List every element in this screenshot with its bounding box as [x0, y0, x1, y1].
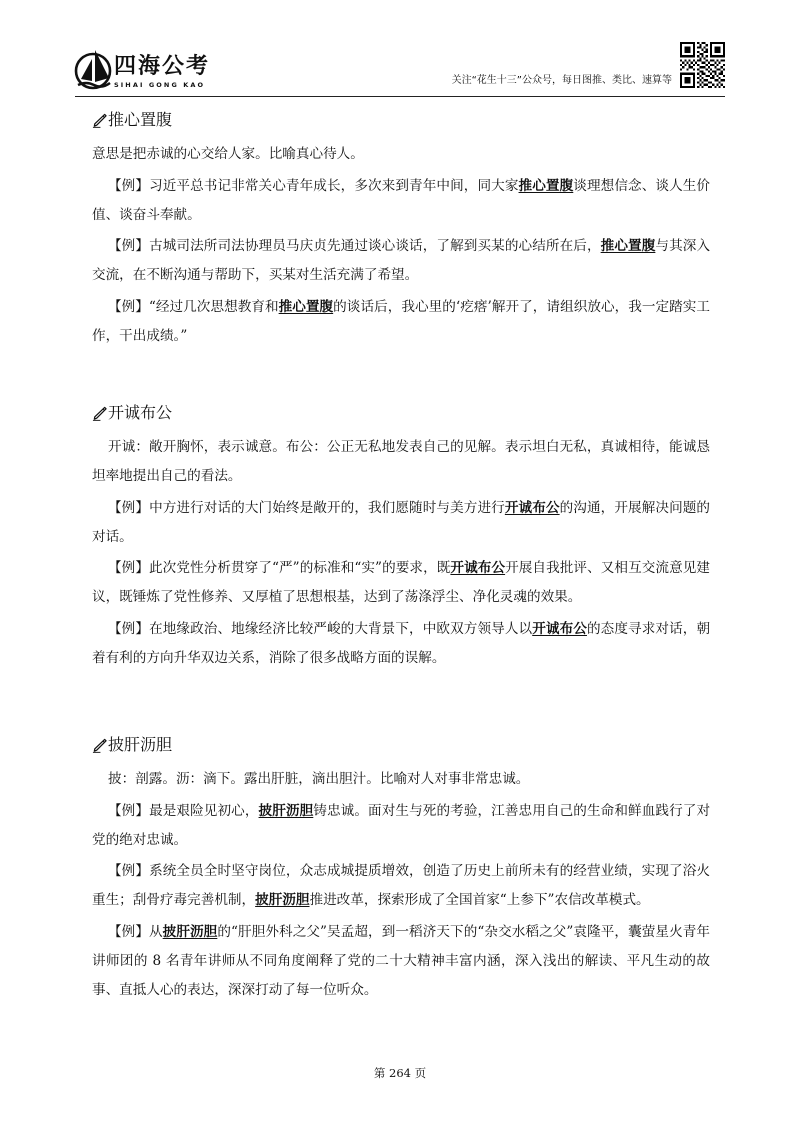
example-label: 【例】: [108, 499, 150, 516]
idiom-highlight: 开诚布公: [450, 560, 506, 576]
example-text-before: 习近平总书记非常关心青年成长，多次来到青年中间，同大家: [149, 177, 519, 194]
idiom-highlight: 推心置腹: [518, 177, 574, 194]
example-paragraph: [92, 797, 710, 855]
example-text-after: 推进改革，探索形成了全国首家“上参下”农信改革模式。: [309, 892, 650, 908]
example-paragraph: [92, 918, 710, 1005]
example-text-after: 的态度寻求对话，朝着有利的方向升华双边关系，消除了很多战略方面的误解。: [92, 620, 711, 666]
idiom-highlight: 披肝沥胆: [162, 923, 218, 940]
example-label: 【例】: [108, 238, 150, 254]
example-paragraph: [92, 494, 710, 552]
example-label: 【例】: [108, 802, 150, 819]
example-label: 【例】: [108, 620, 150, 637]
pencil-icon: [92, 113, 107, 128]
example-text-before: 中方进行对话的大门始终是敞开的，我们愿随时与美方进行: [149, 499, 505, 516]
idiom-highlight: 开诚布公: [504, 499, 560, 516]
definition-text: 意思是把赤诚的心交给人家。比喻真心待人。: [92, 146, 364, 162]
example-paragraph: [92, 293, 710, 351]
example-text-after: 的“肝胆外科之父”吴孟超，到一稻济天下的“杂交水稻之父”袁隆平，囊萤星火青年讲师团的 8 名青年讲师从不同角度阐释了党的二十大精神丰富内涵，深入浅出的解读、平凡生动的故事、直抵人心的表达，深深打动了每一位听众。: [92, 923, 711, 998]
example-label: 【例】: [108, 560, 149, 576]
section-title: [92, 731, 710, 759]
section-title: [92, 399, 710, 427]
example-text-before: 系统全员全时坚守岗位，众志成城提质增效，创造了历史上前所未有的经营业绩，实现了浴火重生；刮骨疗毒完善机制，: [92, 863, 711, 908]
pencil-icon: [92, 406, 107, 421]
example-paragraph: [92, 857, 710, 915]
example-paragraph: [92, 232, 710, 290]
header-tagline: 关注“花生十三”公众号，每日图推、类比、速算等: [451, 75, 672, 86]
brand-name-cn: 四海公考: [114, 54, 211, 79]
example-label: 【例】: [108, 177, 150, 194]
idiom-highlight: 披肝沥胆: [255, 892, 310, 908]
example-text-before: 在地缘政治、地缘经济比较严峻的大背景下，中欧双方领导人以: [149, 620, 533, 637]
brand-logo: [74, 47, 234, 93]
example-label: 【例】: [108, 863, 150, 879]
idiom-section: [92, 106, 710, 353]
brand-name-en: SIHAI GONG KAO: [114, 81, 206, 89]
example-text-after: 的沟通，开展解决问题的对话。: [92, 499, 711, 545]
idiom-highlight: 开诚布公: [532, 620, 587, 637]
example-text-before: 最是艰险见初心，: [149, 802, 259, 819]
idiom-highlight: 披肝沥胆: [258, 802, 314, 819]
sailboat-logo-icon: [74, 47, 114, 93]
idiom-highlight: 推心置腹: [278, 298, 334, 315]
definition-text: 披：剖露。沥：滴下。露出肝脏，滴出胆汁。比喻对人对事非常忠诚。: [108, 771, 530, 787]
idiom-highlight: 推心置腹: [600, 238, 656, 254]
example-text-after: 铸忠诚。面对生与死的考验，江善忠用自己的生命和鲜血践行了对党的绝对忠诚。: [92, 802, 711, 848]
example-label: 【例】: [108, 923, 149, 940]
example-paragraph: [92, 554, 710, 612]
example-text-before: 此次党性分析贯穿了“严”的标准和“实”的要求，既: [149, 560, 451, 576]
example-text-after: 的谈话后，我心里的‘疙瘩’解开了，请组织放心，我一定踏实工作，干出成绩。”: [92, 298, 711, 344]
idiom-section: [92, 731, 710, 1007]
example-text-before: 古城司法所司法协理员马庆贞先通过谈心谈话，了解到买某的心结所在后，: [149, 238, 601, 254]
example-paragraph: [92, 172, 710, 230]
pencil-icon: [92, 738, 107, 753]
example-text-after: 谈理想信念、谈人生价值、谈奋斗奉献。: [92, 177, 711, 223]
example-text-before: 从: [149, 923, 163, 940]
idiom-section: [92, 399, 710, 675]
example-paragraph: [92, 615, 710, 673]
header-divider: [75, 96, 725, 97]
section-title-text: 披肝沥胆: [108, 735, 173, 754]
qr-code-icon: [680, 42, 725, 88]
example-text-after: 开展自我批评、又相互交流意见建议，既锤炼了党性修养、又厚植了思想根基，达到了荡涤浮尘、净化灵魂的效果。: [92, 560, 711, 605]
section-title-text: 推心置腹: [108, 110, 173, 129]
section-title: [92, 106, 710, 134]
example-label: 【例】: [108, 298, 149, 315]
example-text-after: 与其深入交流，在不断沟通与帮助下，买某对生活充满了希望。: [92, 238, 711, 283]
page-number: 第 264 页: [373, 1066, 427, 1080]
section-title-text: 开诚布公: [108, 403, 173, 422]
example-text-before: “经过几次思想教育和: [148, 298, 279, 315]
definition-text: 开诚：敞开胸怀，表示诚意。布公：公正无私地发表自己的见解。表示坦白无私，真诚相待，能诚恳坦率地提出自己的看法。: [92, 439, 710, 484]
